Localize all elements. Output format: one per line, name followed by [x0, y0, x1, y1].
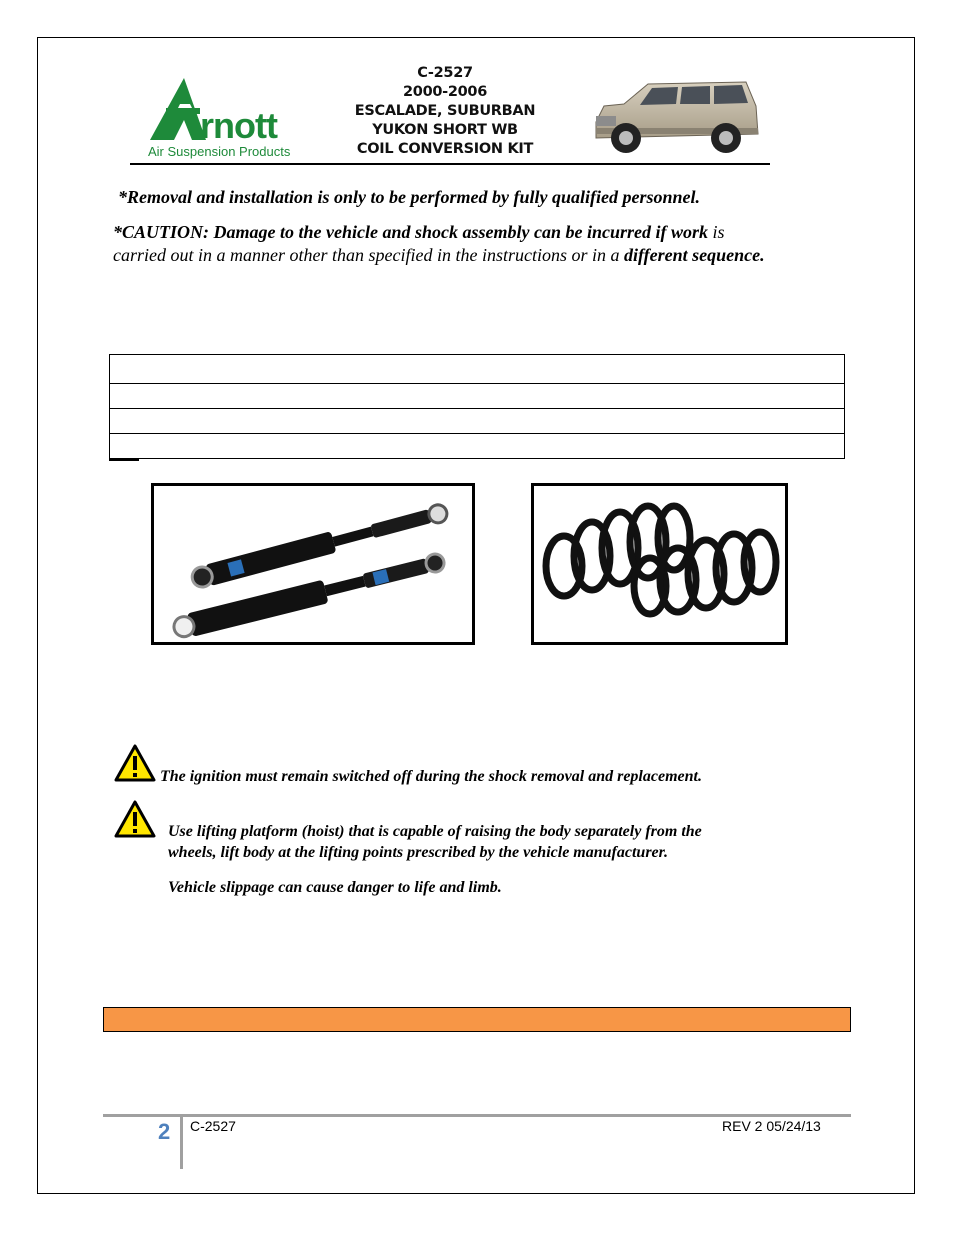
table-cell: [110, 434, 845, 459]
slippage-warning-text: Vehicle slippage can cause danger to life and limb.: [168, 879, 502, 896]
footer-vertical-divider: [180, 1114, 183, 1169]
vehicle-image: [586, 76, 762, 160]
warning-icon: [114, 800, 156, 838]
table-row: [110, 355, 845, 384]
footer-divider: [103, 1114, 851, 1117]
title-models-2: YUKON SHORT WB: [372, 122, 518, 138]
footer-part-number: C-2527: [190, 1118, 236, 1134]
title-models: ESCALADE, SUBURBAN: [354, 103, 536, 119]
kit-title-block: [350, 64, 540, 159]
caution-notice: [113, 221, 765, 267]
lifting-warning-text: [168, 821, 702, 863]
shock-absorbers-photo: [151, 483, 475, 645]
lifting-warning-line1: Use lifting platform (hoist) that is capable of raising the body separately from the: [168, 823, 702, 840]
table-row: [110, 434, 845, 459]
title-years: 2000-2006: [402, 84, 488, 100]
svg-text:rnott: rnott: [200, 105, 277, 146]
table-cell: [110, 384, 845, 409]
coil-springs-photo: [531, 483, 788, 645]
caution-bold-text: *CAUTION: Damage to the vehicle and shock assembly can be incurred if work: [113, 222, 708, 242]
header-divider: [130, 163, 770, 165]
lifting-warning-line2: wheels, lift body at the lifting points prescribed by the vehicle manufacturer.: [168, 844, 668, 861]
caution-bold-end: different sequence.: [623, 245, 765, 265]
qualified-personnel-notice: *Removal and installation is only to be performed by fully qualified personnel.: [118, 187, 701, 207]
footer-revision: REV 2 05/24/13: [722, 1118, 821, 1134]
table-row: [110, 409, 845, 434]
logo-tagline: Air Suspension Products: [148, 144, 291, 159]
caution-text-end: is: [707, 222, 725, 242]
caution-text-line2: carried out in a manner other than specified in the instructions or in a: [113, 245, 624, 265]
section-header-bar: [103, 1007, 851, 1032]
table-mark: [109, 459, 139, 461]
warning-icon: [114, 744, 156, 782]
arnott-logo: [146, 72, 316, 160]
table-cell: [110, 355, 845, 384]
ignition-warning-text: The ignition must remain switched off during the shock removal and replacement.: [160, 768, 702, 785]
title-kit-name: COIL CONVERSION KIT: [356, 141, 534, 157]
title-part-number: C-2527: [417, 65, 473, 81]
table-cell: [110, 409, 845, 434]
page-number: 2: [158, 1119, 171, 1144]
parts-table: [109, 354, 845, 459]
table-row: [110, 384, 845, 409]
